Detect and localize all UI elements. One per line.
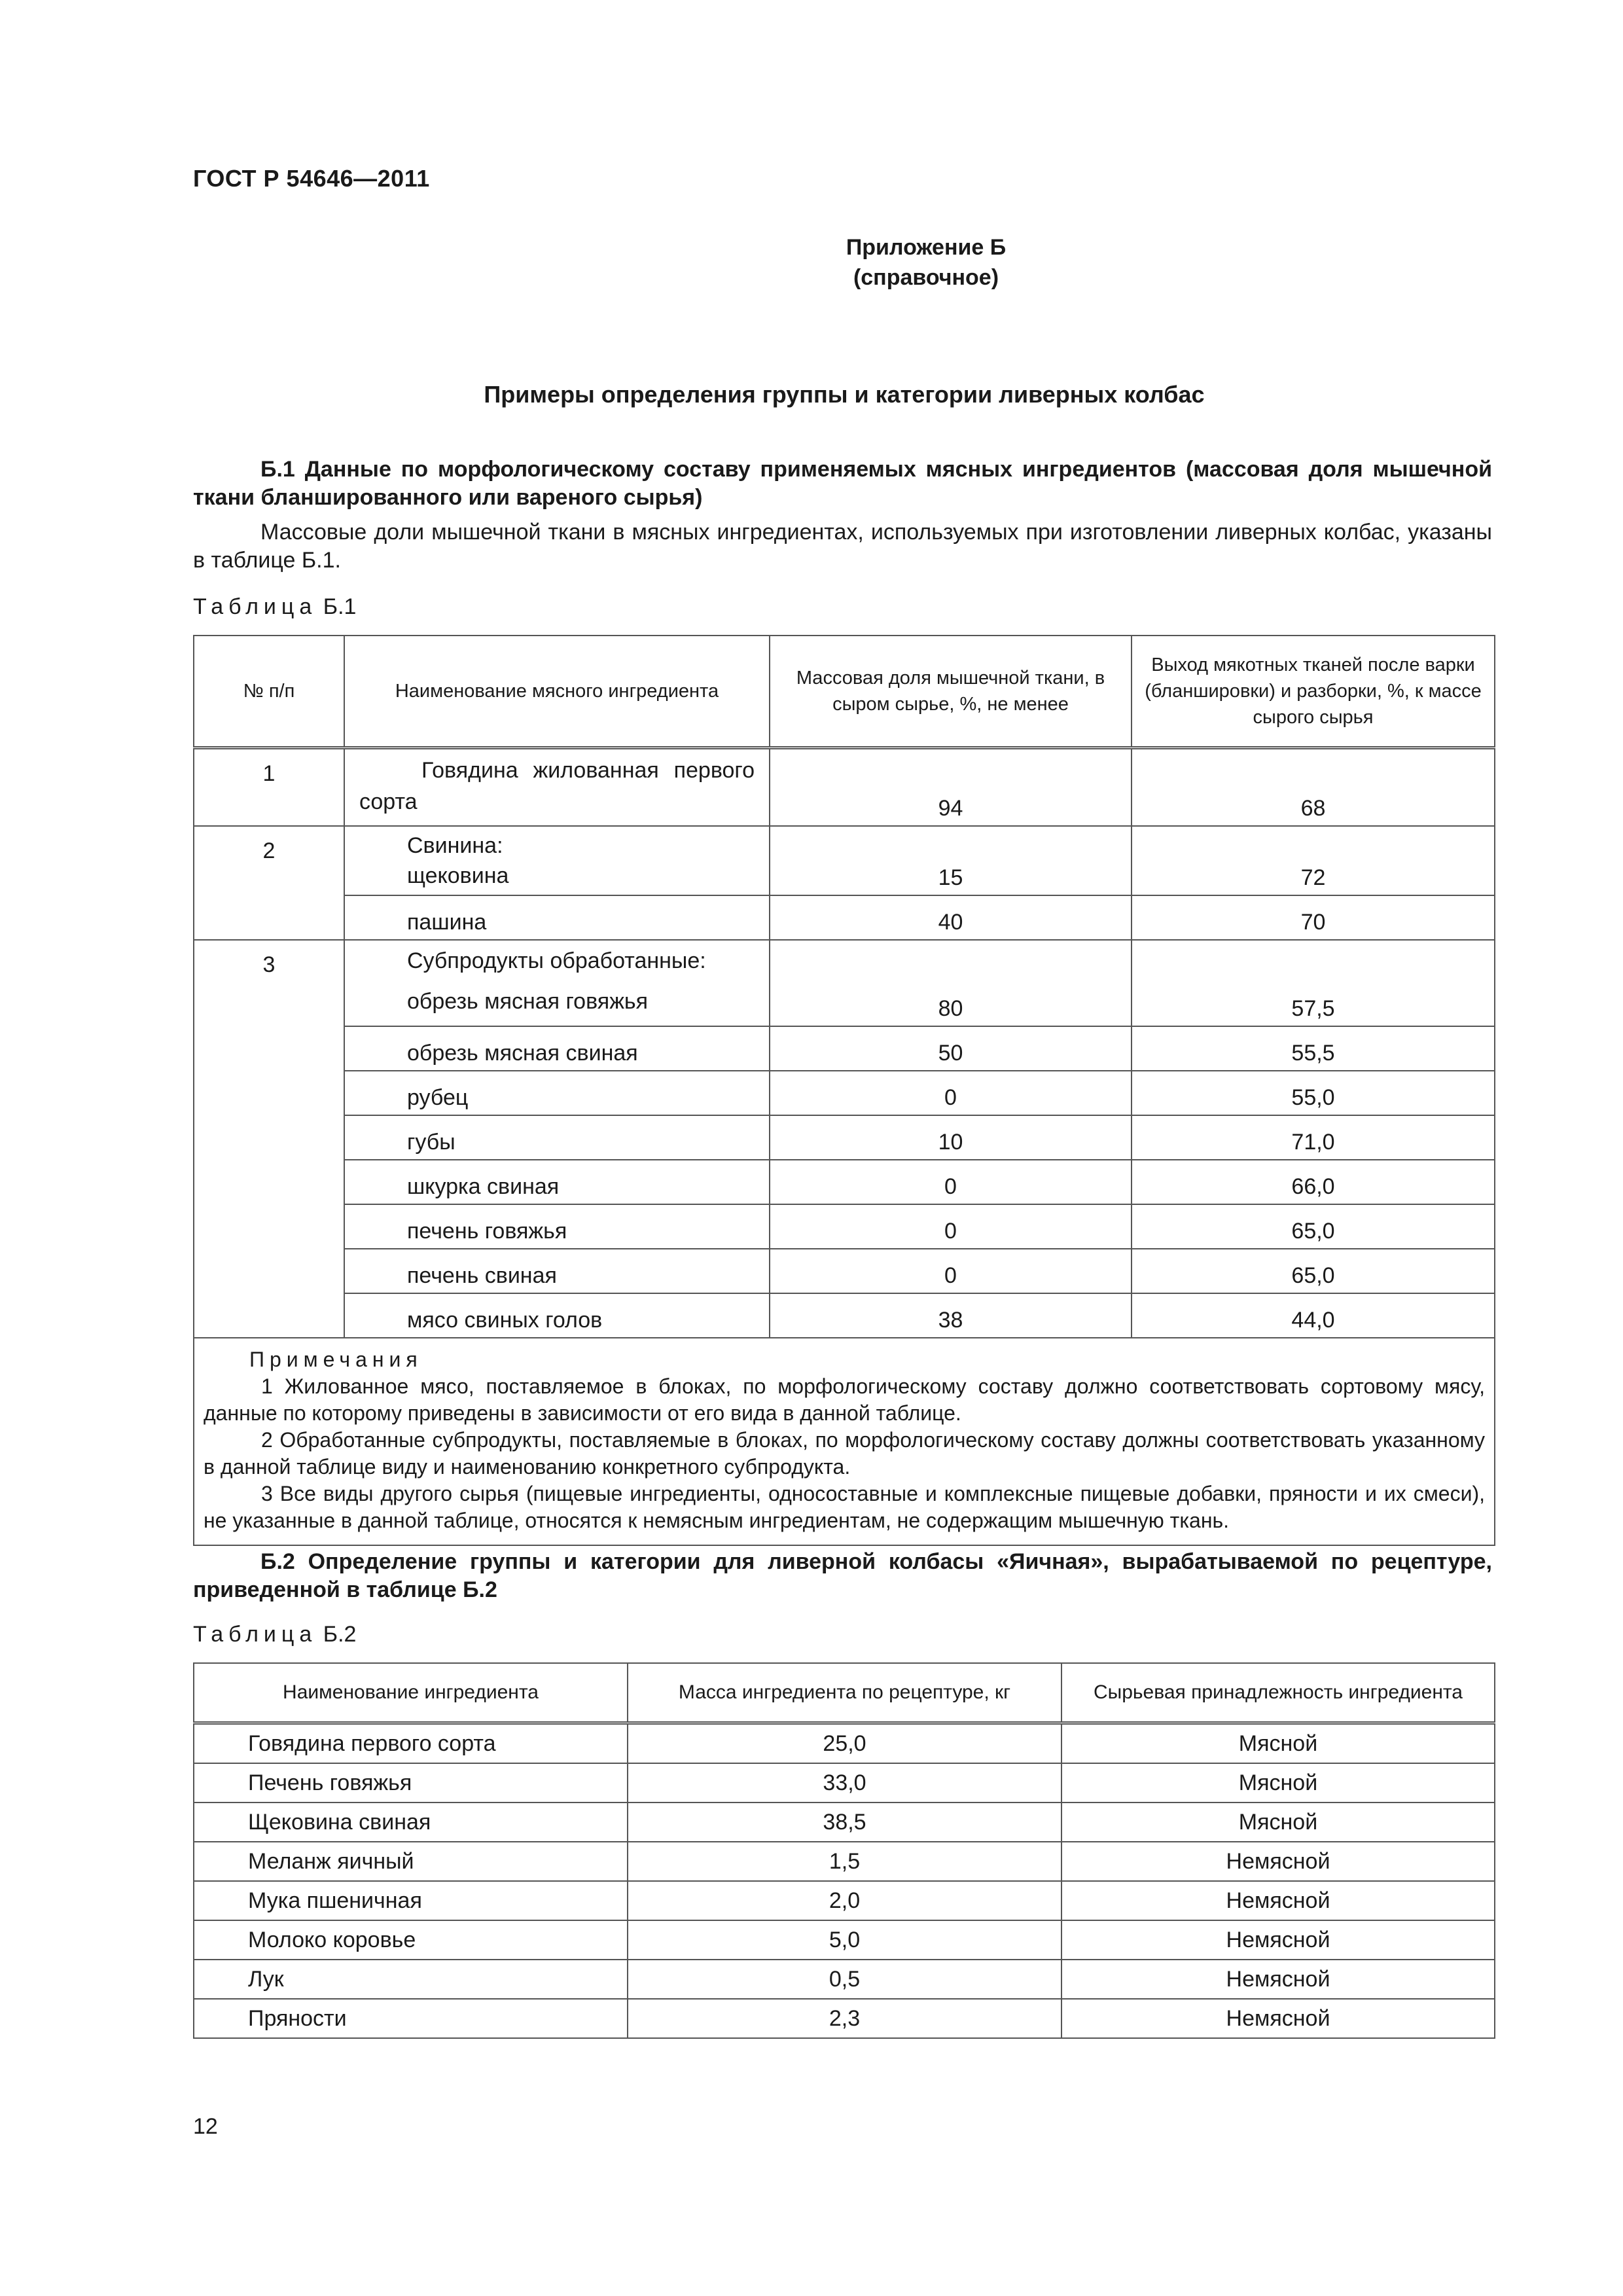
- soft-tissue-yield: 55,0: [1132, 1071, 1495, 1115]
- ingredient-name: шкурка свиная: [344, 1160, 770, 1204]
- ingredient-type: Немясной: [1061, 1920, 1495, 1960]
- ingredient-name: Молоко коровье: [194, 1920, 628, 1960]
- appendix-title: Приложение Б: [846, 235, 1007, 260]
- page-number: 12: [193, 2114, 218, 2139]
- column-header: Наименование ингредиента: [194, 1663, 628, 1723]
- ingredient-type: Немясной: [1061, 1881, 1495, 1920]
- ingredient-name: [344, 940, 770, 1026]
- ingredient-type: Немясной: [1061, 1842, 1495, 1881]
- appendix-type: (справочное): [853, 265, 999, 290]
- table-row: [194, 748, 1495, 827]
- ingredient-mass: 2,3: [628, 1999, 1061, 2038]
- table-caption-number: Б.2: [323, 1622, 357, 1647]
- ingredient-name: [344, 826, 770, 895]
- table-notes: [194, 1338, 1495, 1545]
- section-1-heading: Б.1 Данные по морфологическому составу применяемых мясных ингредиентов (массовая доля мышечной ткани бланшированного или вареного сырья): [193, 457, 1492, 510]
- ingredient-type: Мясной: [1061, 1723, 1495, 1764]
- ingredient-name: Пряности: [194, 1999, 628, 2038]
- table-caption-number: Б.1: [323, 594, 357, 619]
- table-row: [194, 1204, 1495, 1249]
- ingredient-type: Мясной: [1061, 1803, 1495, 1842]
- ingredient-label: щековина: [407, 863, 509, 888]
- group-header: Субпродукты обработанные:: [407, 948, 706, 973]
- ingredient-name: рубец: [344, 1071, 770, 1115]
- ingredient-type: Немясной: [1061, 1960, 1495, 1999]
- ingredient-mass: 5,0: [628, 1920, 1061, 1960]
- muscle-share: 0: [770, 1071, 1132, 1115]
- ingredient-name: обрезь мясная свиная: [344, 1026, 770, 1071]
- ingredient-mass: 1,5: [628, 1842, 1061, 1881]
- muscle-share: 50: [770, 1026, 1132, 1071]
- column-header: Выход мякотных тканей после варки (бланшировки) и разборки, %, к массе сырого сырья: [1132, 636, 1495, 748]
- ingredient-name: Говядина жилованная первого сорта: [344, 748, 770, 827]
- soft-tissue-yield: 65,0: [1132, 1249, 1495, 1293]
- ingredient-mass: 38,5: [628, 1803, 1061, 1842]
- soft-tissue-yield: 65,0: [1132, 1204, 1495, 1249]
- table-row: [194, 1842, 1495, 1881]
- note-item: 3 Все виды другого сырья (пищевые ингредиенты, односоставные и комплексные пищевые добавки, пряности и их смеси), не указанные в данной таблице, относятся к немясным ингредиентам, не содержащим мышечную ткань.: [204, 1482, 1485, 1532]
- soft-tissue-yield: 44,0: [1132, 1293, 1495, 1338]
- group-header: Свинина:: [407, 833, 503, 858]
- soft-tissue-yield: 72: [1132, 826, 1495, 895]
- note-item: 2 Обработанные субпродукты, поставляемые в блоках, по морфологическому составу должны соответствовать указанному в данной таблице виду и наименованию конкретного субпродукта.: [204, 1428, 1485, 1479]
- table-header-row: [194, 636, 1495, 748]
- table-row: [194, 1115, 1495, 1160]
- appendix-heading: [0, 232, 1623, 293]
- muscle-share: 80: [770, 940, 1132, 1026]
- soft-tissue-yield: 70: [1132, 895, 1495, 940]
- notes-title: Примечания: [249, 1348, 423, 1371]
- soft-tissue-yield: 57,5: [1132, 940, 1495, 1026]
- table-row: [194, 1293, 1495, 1338]
- table-caption-word: Таблица: [193, 1622, 317, 1647]
- table-row: [194, 1026, 1495, 1071]
- document-title: Примеры определения группы и категории ливерных колбас: [484, 381, 1205, 408]
- table-caption-word: Таблица: [193, 594, 317, 619]
- table-row: [194, 940, 1495, 1026]
- muscle-share: 0: [770, 1204, 1132, 1249]
- table-row: [194, 1920, 1495, 1960]
- soft-tissue-yield: 66,0: [1132, 1160, 1495, 1204]
- table-row: [194, 1763, 1495, 1803]
- muscle-share: 38: [770, 1293, 1132, 1338]
- column-header: Наименование мясного ингредиента: [344, 636, 770, 748]
- ingredient-name: Меланж яичный: [194, 1842, 628, 1881]
- ingredient-name: Щековина свиная: [194, 1803, 628, 1842]
- ingredient-name: Говядина первого сорта: [194, 1723, 628, 1764]
- column-header: Сырьевая принадлежность ингредиента: [1061, 1663, 1495, 1723]
- column-header: Массовая доля мышечной ткани, в сыром сырье, %, не менее: [770, 636, 1132, 748]
- ingredient-type: Немясной: [1061, 1999, 1495, 2038]
- ingredient-label: обрезь мясная говяжья: [407, 989, 649, 1014]
- muscle-share: 15: [770, 826, 1132, 895]
- ingredient-name: Лук: [194, 1960, 628, 1999]
- standard-number: ГОСТ Р 54646—2011: [193, 165, 430, 192]
- table-row: [194, 1881, 1495, 1920]
- note-item: 1 Жилованное мясо, поставляемое в блоках, по морфологическому составу должно соответствовать сортовому мясу, данные по которому приведены в зависимости от его вида в данной таблице.: [204, 1374, 1485, 1425]
- ingredient-name: пашина: [344, 895, 770, 940]
- soft-tissue-yield: 68: [1132, 748, 1495, 827]
- ingredient-type: Мясной: [1061, 1763, 1495, 1803]
- row-number: 1: [194, 748, 344, 827]
- table-row: [194, 1803, 1495, 1842]
- column-header: Масса ингредиента по рецептуре, кг: [628, 1663, 1061, 1723]
- table-row: [194, 895, 1495, 940]
- table-row: [194, 1960, 1495, 1999]
- ingredient-mass: 33,0: [628, 1763, 1061, 1803]
- table-row: [194, 1249, 1495, 1293]
- ingredient-name: Печень говяжья: [194, 1763, 628, 1803]
- ingredient-name: Мука пшеничная: [194, 1881, 628, 1920]
- ingredient-name: печень свиная: [344, 1249, 770, 1293]
- table-1: [193, 635, 1495, 1546]
- muscle-share: 40: [770, 895, 1132, 940]
- muscle-share: 94: [770, 748, 1132, 827]
- ingredient-name: губы: [344, 1115, 770, 1160]
- soft-tissue-yield: 71,0: [1132, 1115, 1495, 1160]
- table-row: [194, 1160, 1495, 1204]
- table-row: [194, 1999, 1495, 2038]
- muscle-share: 10: [770, 1115, 1132, 1160]
- muscle-share: 0: [770, 1160, 1132, 1204]
- section-1-intro: Массовые доли мышечной ткани в мясных ингредиентах, используемых при изготовлении ливерных колбас, указаны в таблице Б.1.: [193, 520, 1492, 573]
- muscle-share: 0: [770, 1249, 1132, 1293]
- row-number: 2: [194, 826, 344, 940]
- table-header-row: [194, 1663, 1495, 1723]
- table-row: [194, 1723, 1495, 1764]
- table-row: [194, 826, 1495, 895]
- soft-tissue-yield: 55,5: [1132, 1026, 1495, 1071]
- table-2: [193, 1662, 1495, 2039]
- ingredient-mass: 2,0: [628, 1881, 1061, 1920]
- table-notes-row: [194, 1338, 1495, 1545]
- ingredient-mass: 0,5: [628, 1960, 1061, 1999]
- table-row: [194, 1071, 1495, 1115]
- column-header: № п/п: [194, 636, 344, 748]
- ingredient-name: мясо свиных голов: [344, 1293, 770, 1338]
- table-1-caption: [193, 594, 356, 620]
- row-number: 3: [194, 940, 344, 1338]
- section-2-heading: Б.2 Определение группы и категории для ливерной колбасы «Яичная», вырабатываемой по рецептуре, приведенной в таблице Б.2: [193, 1549, 1492, 1602]
- ingredient-name: печень говяжья: [344, 1204, 770, 1249]
- ingredient-mass: 25,0: [628, 1723, 1061, 1764]
- table-2-caption: [193, 1622, 356, 1647]
